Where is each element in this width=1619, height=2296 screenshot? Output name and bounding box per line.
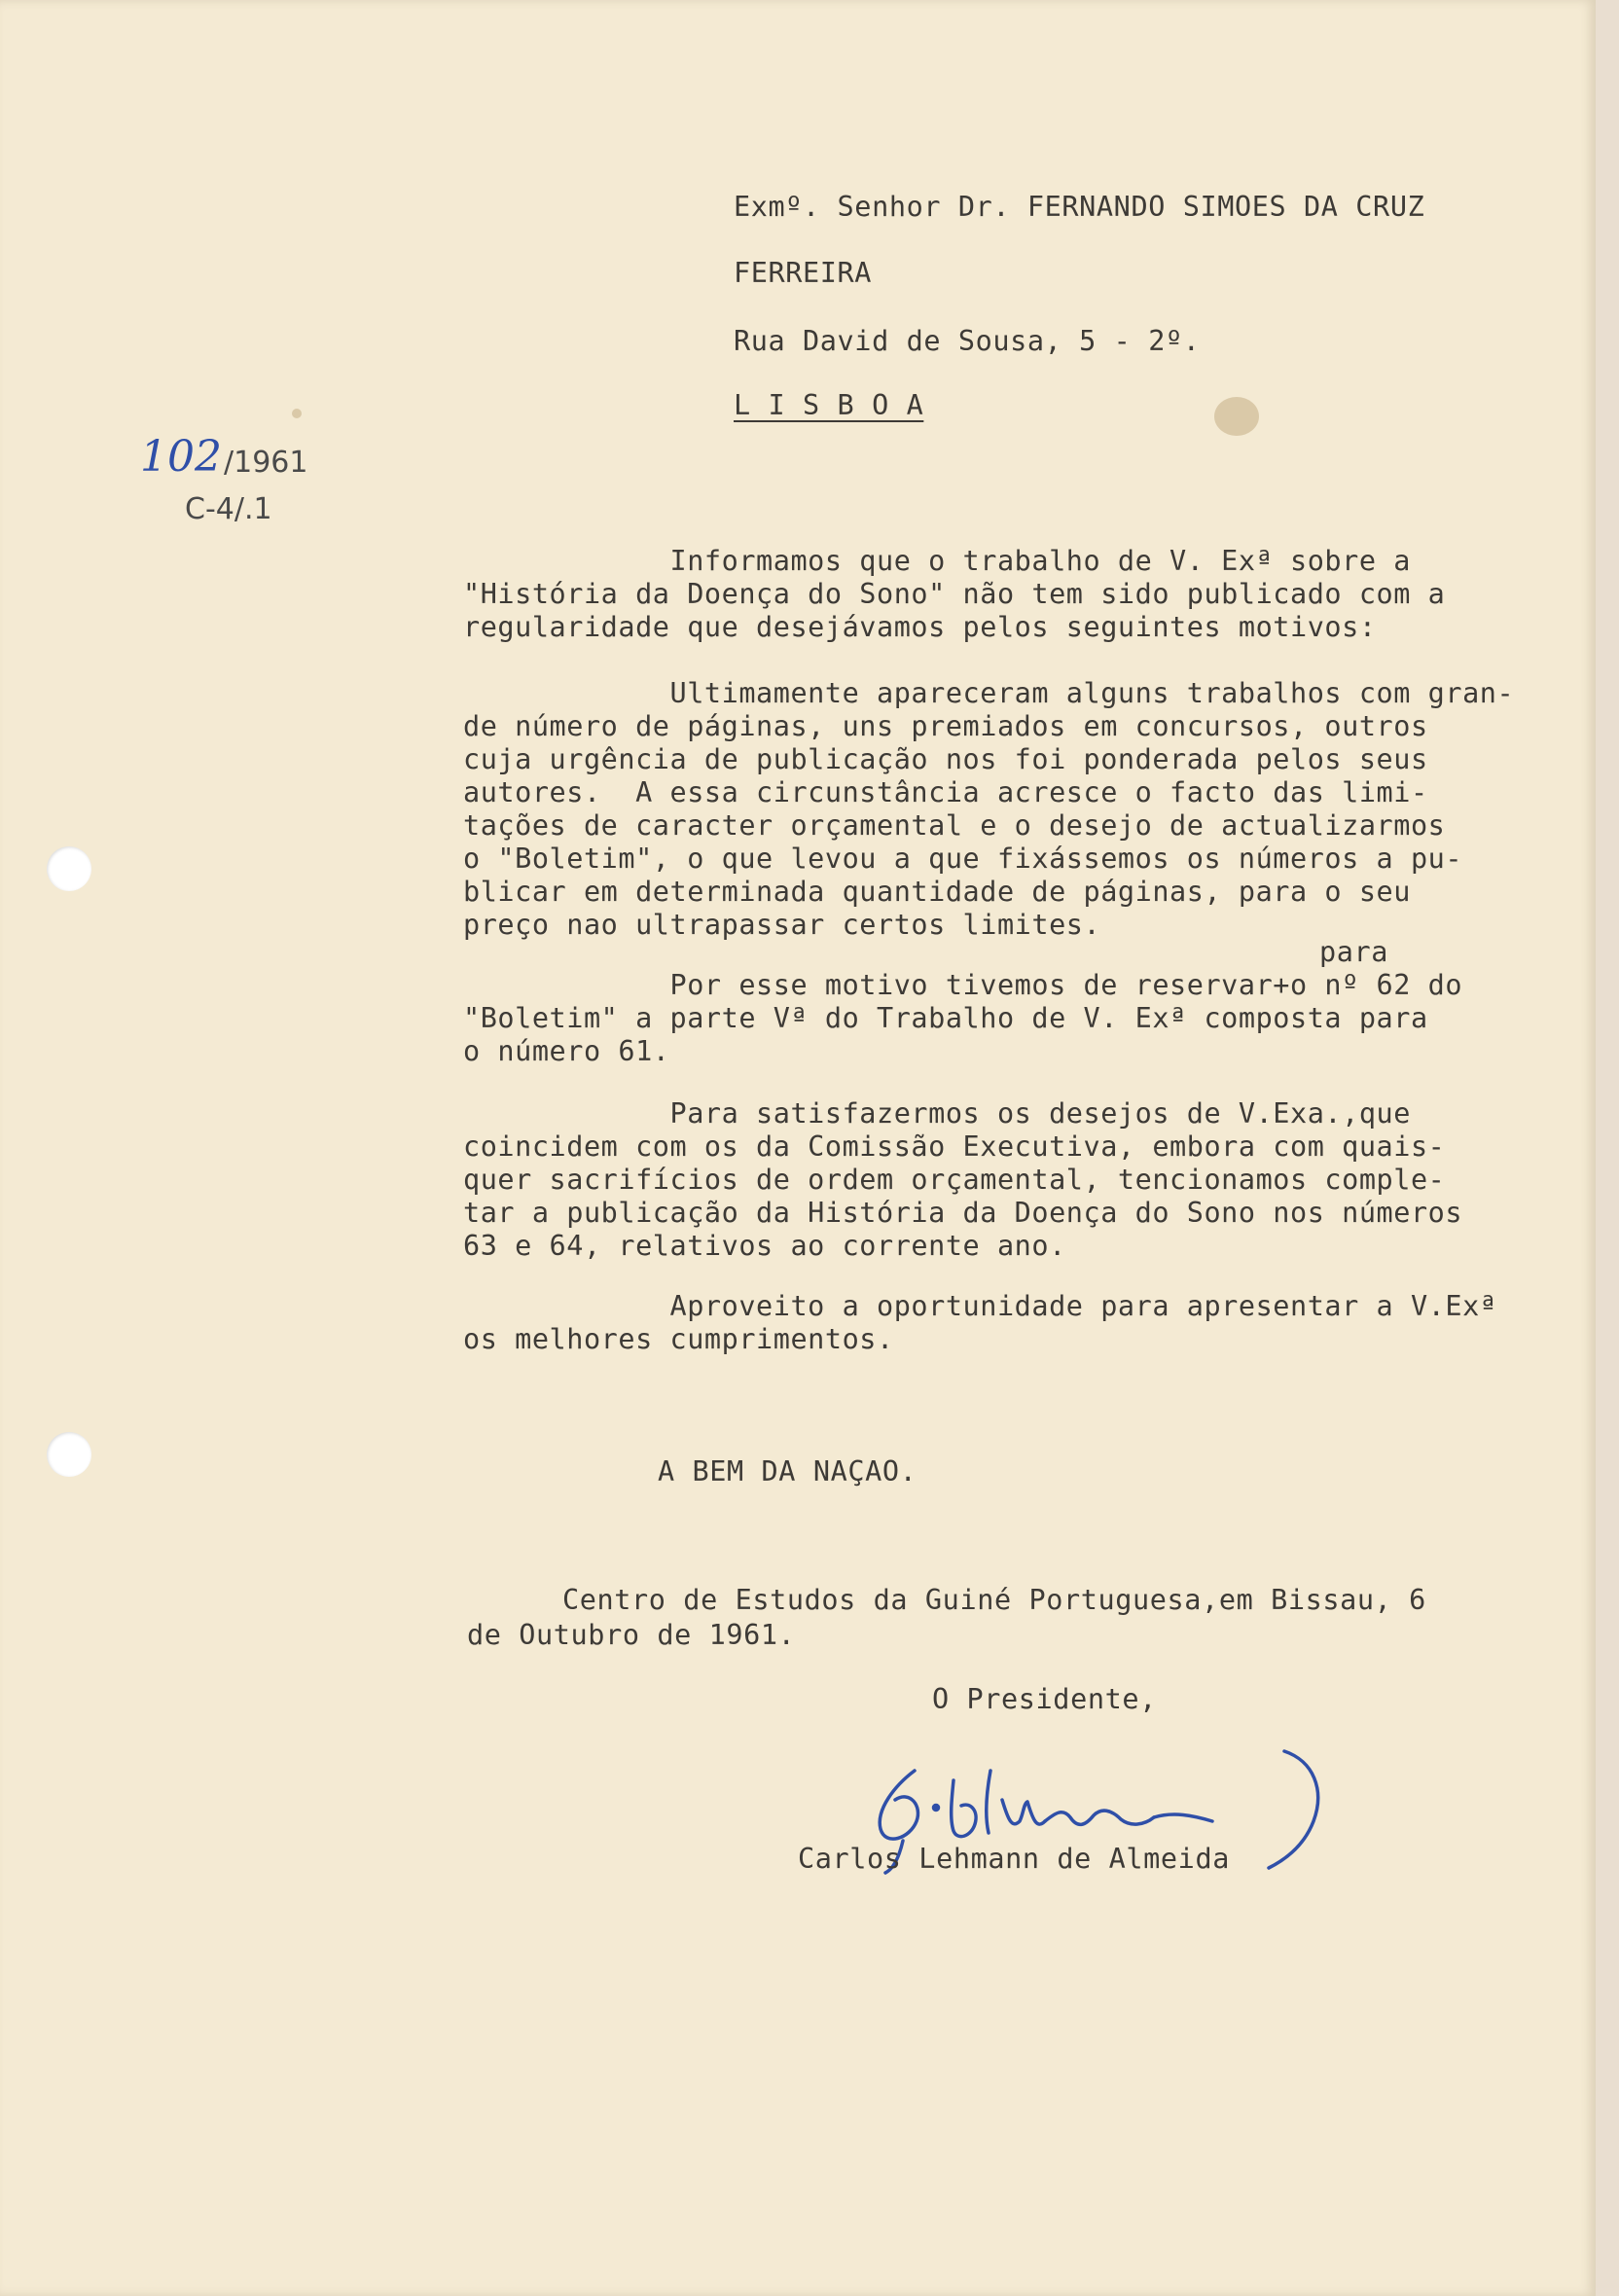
paragraph-4 xyxy=(463,1097,1592,1263)
text-line: 63 e 64, relativos ao corrente ano. xyxy=(463,1230,1066,1262)
text-line: o "Boletim", o que levou a que fixássemos os números a pu- xyxy=(463,843,1463,875)
text-line: Para satisfazermos os desejos de V.Exa.,que xyxy=(463,1097,1411,1130)
text-line: cuja urgência de publicação nos foi ponderada pelos seus xyxy=(463,743,1428,775)
punch-hole-top xyxy=(47,846,91,891)
addressee-line-1: Exmº. Senhor Dr. FERNANDO SIMOES DA CRUZ xyxy=(734,191,1425,223)
text-line: Por esse motivo tivemos de reservar+o nº 62 do xyxy=(463,969,1463,1001)
signatory-role: O Presidente, xyxy=(932,1683,1157,1715)
place-date-line-1: Centro de Estudos da Guiné Portuguesa,em Bissau, 6 xyxy=(562,1584,1426,1616)
text-line: preço nao ultrapassar certos limites. xyxy=(463,909,1101,941)
signatory-name: Carlos Lehmann de Almeida xyxy=(798,1843,1230,1875)
text-line: de número de páginas, uns premiados em concursos, outros xyxy=(463,710,1428,742)
text-line: Aproveito a oportunidade para apresentar a V.Exª xyxy=(463,1290,1497,1322)
addressee-line-2: FERREIRA xyxy=(734,257,873,289)
file-code: C-4/.1 xyxy=(185,492,272,526)
text-line: Ultimamente apareceram alguns trabalhos com gran- xyxy=(463,677,1515,709)
closing-salutation: A BEM DA NAÇAO. xyxy=(658,1455,917,1488)
text-line: blicar em determinada quantidade de páginas, para o seu xyxy=(463,876,1411,908)
text-line: "História da Doença do Sono" não tem sido publicado com a xyxy=(463,578,1446,610)
text-line: tações de caracter orçamental e o desejo de actualizarmos xyxy=(463,809,1446,842)
paragraph-5 xyxy=(463,1290,1592,1356)
text-line: autores. A essa circunstância acresce o facto das limi- xyxy=(463,776,1428,808)
text-line: coincidem com os da Comissão Executiva, embora com quais- xyxy=(463,1130,1446,1163)
paper-stain xyxy=(292,409,302,418)
addressee-city: L I S B O A xyxy=(734,389,924,421)
text-line: regularidade que desejávamos pelos seguintes motivos: xyxy=(463,611,1377,643)
addressee-street: Rua David de Sousa, 5 - 2º. xyxy=(734,325,1201,357)
text-line: o número 61. xyxy=(463,1035,670,1067)
paragraph-1 xyxy=(463,545,1592,644)
text-line: Informamos que o trabalho de V. Exª sobre a xyxy=(463,545,1411,577)
paragraph-3 xyxy=(463,969,1592,1068)
page-edge xyxy=(1596,0,1619,2296)
place-date-line-2: de Outubro de 1961. xyxy=(467,1619,796,1651)
text-line: quer sacrifícios de ordem orçamental, tencionamos comple- xyxy=(463,1164,1446,1196)
paragraph-2 xyxy=(463,677,1592,942)
reference-year: /1961 xyxy=(224,446,308,480)
paper-stain xyxy=(1214,397,1259,436)
text-line: os melhores cumprimentos. xyxy=(463,1323,894,1355)
typed-insertion: para xyxy=(1319,936,1389,968)
text-line: tar a publicação da História da Doença do Sono nos números xyxy=(463,1197,1463,1229)
reference-number-handwritten: 102 xyxy=(140,432,222,482)
text-line: "Boletim" a parte Vª do Trabalho de V. Exª composta para xyxy=(463,1002,1428,1034)
punch-hole-bottom xyxy=(47,1432,91,1477)
